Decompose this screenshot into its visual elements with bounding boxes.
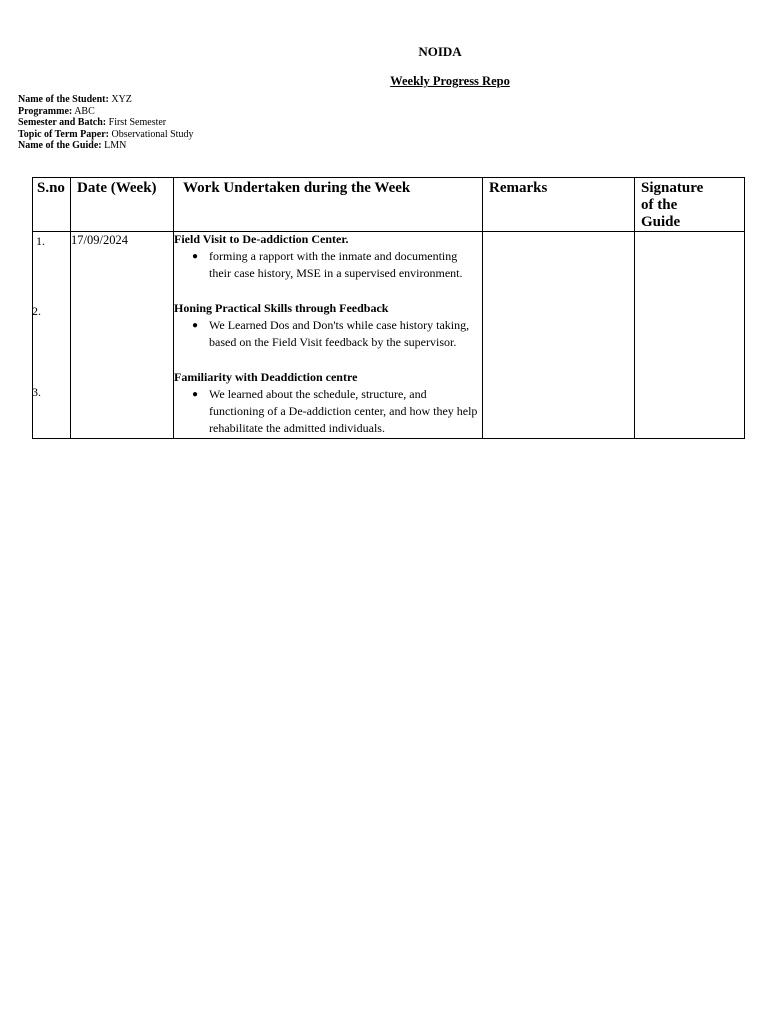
bullet-icon: ● bbox=[192, 251, 199, 262]
topic-label: Topic of Term Paper: bbox=[18, 128, 110, 140]
task-bullet-text: We learned about the schedule, structure, and functioning of a De-addiction center, and how they help rehabilitate the admitted individuals. bbox=[209, 387, 478, 435]
header-remarks: Remarks bbox=[483, 178, 635, 232]
task-bullet-list bbox=[174, 386, 482, 437]
header-work: Work Undertaken during the Week bbox=[174, 178, 483, 232]
task-title: Field Visit to De-addiction Center. bbox=[174, 232, 349, 246]
task-item bbox=[174, 301, 482, 351]
semester-label: Semester and Batch: bbox=[18, 117, 107, 129]
guide-label: Name of the Guide: bbox=[18, 140, 102, 152]
programme-row bbox=[18, 106, 193, 118]
topic-row bbox=[18, 129, 193, 141]
bullet-icon: ● bbox=[192, 320, 199, 331]
student-name-row bbox=[18, 94, 193, 106]
task-bullet-list bbox=[174, 317, 482, 351]
task-bullet-text: forming a rapport with the inmate and documenting their case history, MSE in a supervised environment. bbox=[209, 249, 463, 280]
header-date: Date (Week) bbox=[71, 178, 174, 232]
programme-value: ABC bbox=[74, 105, 95, 117]
task-bullet-text: We Learned Dos and Don'ts while case history taking, based on the Field Visit feedback by the supervisor. bbox=[209, 318, 470, 349]
task-item bbox=[174, 232, 482, 282]
sno-cell bbox=[33, 232, 71, 439]
date-cell bbox=[71, 232, 174, 439]
student-name-value: XYZ bbox=[111, 94, 132, 105]
report-title: Weekly Progress Repo bbox=[390, 74, 510, 88]
task-title: Honing Practical Skills through Feedback bbox=[174, 301, 389, 315]
student-info-block bbox=[18, 94, 193, 152]
header-signature: Signature of the Guide bbox=[635, 178, 745, 232]
task-bullet bbox=[192, 386, 482, 437]
topic-value: Observational Study bbox=[111, 128, 194, 140]
signature-cell bbox=[635, 232, 745, 439]
task-item bbox=[174, 370, 482, 437]
work-cell bbox=[174, 232, 483, 439]
student-name-label: Name of the Student: bbox=[18, 94, 109, 105]
serial-number: 1. bbox=[36, 234, 45, 248]
task-bullet bbox=[192, 248, 482, 282]
institution-city-heading: NOIDA bbox=[418, 44, 462, 59]
week-date: 17/09/2024 bbox=[71, 233, 128, 247]
serial-number: 3. bbox=[32, 385, 41, 399]
programme-label: Programme: bbox=[18, 105, 73, 117]
serial-number: 2. bbox=[32, 304, 41, 318]
semester-value: First Semester bbox=[108, 117, 167, 129]
progress-table bbox=[32, 177, 745, 439]
task-bullet-list bbox=[174, 248, 482, 282]
remarks-cell bbox=[483, 232, 635, 439]
guide-value: LMN bbox=[104, 140, 127, 152]
table-row bbox=[33, 232, 745, 439]
table-header-row bbox=[33, 178, 745, 232]
bullet-icon: ● bbox=[192, 389, 199, 400]
task-bullet bbox=[192, 317, 482, 351]
semester-row bbox=[18, 117, 193, 129]
guide-row bbox=[18, 140, 193, 152]
header-sno: S.no bbox=[33, 178, 71, 232]
task-title: Familiarity with Deaddiction centre bbox=[174, 370, 358, 384]
